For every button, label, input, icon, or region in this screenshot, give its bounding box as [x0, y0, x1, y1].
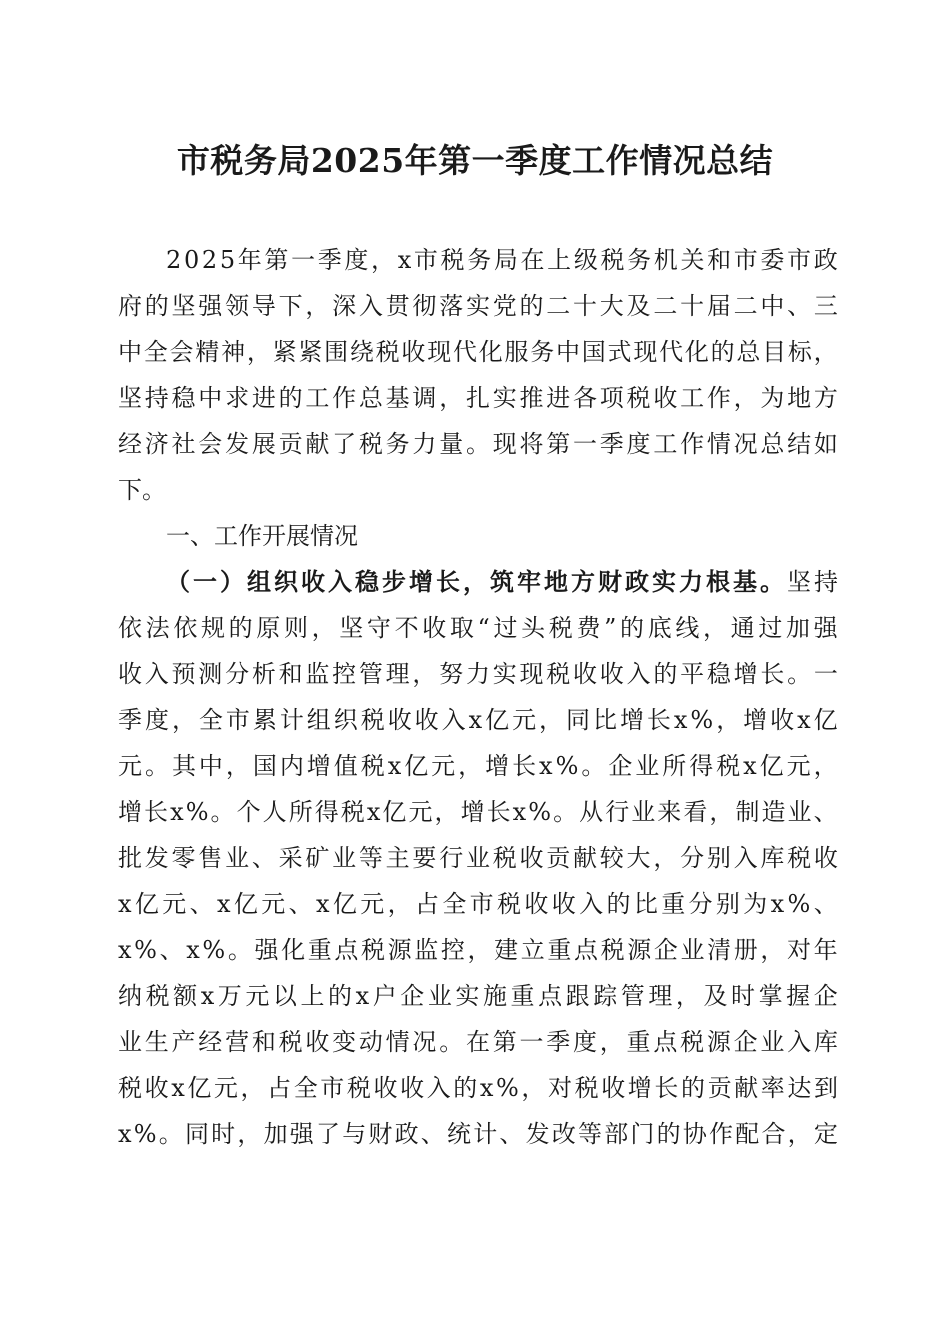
paragraph-line: x 亿 元 、 x 亿 元 、 x 亿 元 ， 占 全 市 税 收 收 入 的 比 重 分 别 为 x % 、 [118, 890, 838, 918]
paragraph-line: 经 济 社 会 发 展 贡 献 了 税 务 力 量 。 现 将 第 一 季 度 工 作 情 况 总 结 如 [118, 430, 838, 458]
paragraph-line: 依 法 依 规 的 原 则 ， 坚 守 不 收 取 “ 过 头 税 费 ” 的 底 线 ， 通 过 加 强 [118, 614, 838, 642]
paragraph-line: 坚 持 稳 中 求 进 的 工 作 总 基 调 ， 扎 实 推 进 各 项 税 收 工 作 ， 为 地 方 [118, 384, 838, 412]
paragraph-line: x % 、 x % 。 强 化 重 点 税 源 监 控 ， 建 立 重 点 税 源 企 业 清 册 ， 对 年 [118, 936, 838, 964]
paragraph-line: 纳 税 额 x 万 元 以 上 的 x 户 企 业 实 施 重 点 跟 踪 管 理 ， 及 时 掌 握 企 [118, 982, 838, 1010]
section-heading: 一、工作开展情况 [166, 522, 358, 550]
paragraph-line: 批 发 零 售 业 、 采 矿 业 等 主 要 行 业 税 收 贡 献 较 大 ， 分 别 入 库 税 收 [118, 844, 838, 872]
paragraph-line: 季 度 ， 全 市 累 计 组 织 税 收 收 入 x 亿 元 ， 同 比 增 长 x % ， 增 收 x 亿 [118, 706, 838, 734]
paragraph-line: 收 入 预 测 分 析 和 监 控 管 理 ， 努 力 实 现 税 收 收 入 的 平 稳 增 长 。 一 [118, 660, 838, 688]
document-title: 市税务局2025年第一季度工作情况总结 [176, 141, 774, 180]
paragraph-line: 中 全 会 精 神 ， 紧 紧 围 绕 税 收 现 代 化 服 务 中 国 式 现 代 化 的 总 目 标 ， [118, 338, 838, 366]
paragraph-line: 府 的 坚 强 领 导 下 ， 深 入 贯 彻 落 实 党 的 二 十 大 及 二 十 届 二 中 、 三 [118, 292, 838, 320]
subsection-first-line: （ 一 ） 组 织 收 入 稳 步 增 长 ， 筑 牢 地 方 财 政 实 力 根 基 。 坚 持 [166, 567, 838, 596]
paragraph-line: 元 。 其 中 ， 国 内 增 值 税 x 亿 元 ， 增 长 x % 。 企 业 所 得 税 x 亿 元 ， [118, 752, 838, 780]
paragraph-line: 下。 [118, 476, 166, 504]
paragraph-line: 2 0 2 5 年 第 一 季 度 ， x 市 税 务 局 在 上 级 税 务 机 关 和 市 委 市 政 [166, 246, 838, 274]
paragraph-line: 业 生 产 经 营 和 税 收 变 动 情 况 。 在 第 一 季 度 ， 重 点 税 源 企 业 入 库 [118, 1028, 838, 1056]
paragraph-line: 税 收 x 亿 元 ， 占 全 市 税 收 收 入 的 x % ， 对 税 收 增 长 的 贡 献 率 达 到 [118, 1074, 838, 1102]
paragraph-line: x % 。 同 时 ， 加 强 了 与 财 政 、 统 计 、 发 改 等 部 门 的 协 作 配 合 ， 定 [118, 1120, 838, 1148]
paragraph-line: 增 长 x % 。 个 人 所 得 税 x 亿 元 ， 增 长 x % 。 从 行 业 来 看 ， 制 造 业 、 [118, 798, 838, 826]
